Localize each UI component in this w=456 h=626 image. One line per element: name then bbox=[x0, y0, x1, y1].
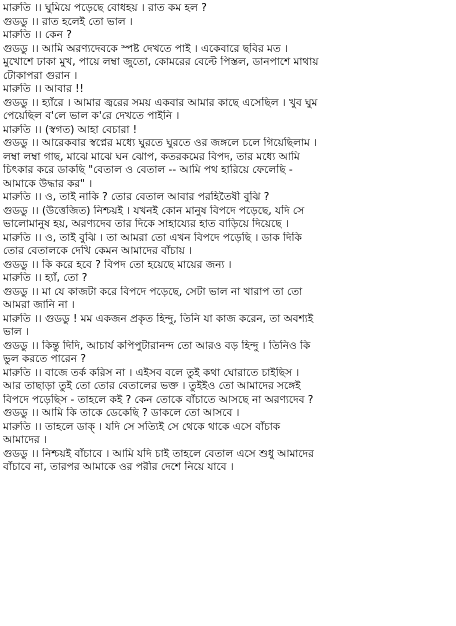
text-line-16: গুডডু ।। (উত্তেজিত) নিশ্চয়ই । যখনই কোন মানুষ বিপদে পড়েছে, যদি সে bbox=[3, 204, 305, 217]
text-line-25: ভাল । bbox=[3, 326, 29, 338]
text-line-28: মারুতি ।। বাজে তর্ক করিস না । এইসব বলে তুই কথা ঘোরাতে চাইছিস । bbox=[3, 366, 300, 379]
text-line-31: গুডডু ।। আমি কি তাকে ডেকেছি ? ডাকলে তো আসবে । bbox=[3, 407, 240, 419]
text-line-35: বাঁচাবে না, তারপর আমাকে ওর পরীর দেশে নিয়ে যাবে । bbox=[3, 461, 234, 473]
text-line-23: আমরা জানি না । bbox=[3, 299, 75, 311]
text-line-32: মারুতি ।। তাহলে ডাক্ । যদি সে সত্যিই সে থেকে থাকে এসে বাঁচাক bbox=[3, 420, 281, 433]
text-line-17: ভালোমানুষ হয়, অরণ্যদেব তার দিকে সাহায্যের হাত বাড়িয়ে দিয়েছে । bbox=[3, 218, 289, 230]
text-line-10: মারুতি ।। (স্বগত) আহা বেচারা ! bbox=[3, 123, 138, 136]
text-line-22: গুডডু ।। মা যে কাজটা করে বিপদে পড়েছে, সেটা ভাল না খারাপ তা তো bbox=[3, 285, 303, 298]
text-line-4: গুডডু ।। আমি অরণ্যদেবকে স্পষ্ট দেখতে পাই । একেবারে ছবির মত । bbox=[3, 42, 288, 55]
text-line-8: গুডডু ।। হ্যাঁরে । আমার জ্বরের সময় একবার আমার কাছে এসেছিল । খুব ঘুম bbox=[3, 96, 318, 109]
text-line-13: চিৎকার করে ডাকছি "বেতাল ও বেতাল -- আমি পথ হারিয়ে ফেলেছি - bbox=[3, 164, 293, 176]
text-line-3: মারুতি ।। কেন ? bbox=[3, 29, 72, 41]
text-line-24: মারুতি ।। গুডডু ! মম একজন প্রকৃত হিন্দু, তিনি যা কাজ করেন, তা অবশ্যই bbox=[3, 312, 314, 325]
text-line-5: মুখোশে ঢাকা মুখ, পায়ে লম্বা জুতো, কোমরের বেল্টে পিস্তল, ডানপাশে মাথায় bbox=[3, 56, 319, 68]
text-line-30: বিপদে পড়েছিস - তাহলে কই ? কেন তোকে বাঁচাতে আসছে না অরণ্যদেব ? bbox=[3, 393, 314, 406]
text-line-12: লম্বা লম্বা গাছ, মাঝে মাঝে ঘন ঝোপ, কতরকমের বিপদ, তার মধ্যে আমি bbox=[3, 150, 300, 163]
text-line-11: গুডডু ।। আরেকবার স্বপ্নের মধ্যে ঘুরতে ঘুরতে ওর জঙ্গলে চলে গিয়েছিলাম । bbox=[3, 137, 317, 149]
text-line-6: টোকাপরা গুরান । bbox=[3, 69, 78, 82]
text-line-7: মারুতি ।। আবার !! bbox=[3, 83, 84, 95]
text-line-18: মারুতি ।। ও, তাই বুঝি । তা আমরা তো এখন বিপদে পড়েছি । ডাক দিকি bbox=[3, 231, 302, 244]
text-line-19: তোর বেতালকে দেখি কেমন আমাদের বাঁচায় । bbox=[3, 245, 192, 257]
text-line-20: গুডডু ।। কি করে হবে ? বিপদ তো হয়েছে মায়ের জন্য । bbox=[3, 258, 232, 271]
text-line-15: মারুতি ।। ও, তাই নাকি ? তোর বেতাল আবার পরহিতৈষী বুঝি ? bbox=[3, 191, 270, 203]
text-line-9: পেয়েছিল ব'লে ভাল ক'রে দেখতে পাইনি । bbox=[3, 110, 180, 122]
text-line-29: আর তাছাড়া তুই তো তোর বেতালের ভক্ত । তুইইও তো আমাদের সঙ্গেই bbox=[3, 380, 301, 392]
text-line-26: গুডডু ।। কিন্তু দিদি, আচার্য কপিপুটারানন্দ তো আরও বড় হিন্দু । তিনিও কি bbox=[3, 339, 311, 352]
text-line-21: মারুতি ।। হ্যাঁ, তো ? bbox=[3, 272, 88, 284]
text-line-1: মারুতি ।। ঘুমিয়ে পড়েছে বোধহয় । রাত কম হল ? bbox=[3, 2, 207, 14]
text-line-2: গুডডু ।। রাত হলেই তো ভাল । bbox=[3, 15, 133, 28]
text-line-27: ভুল করতে পারেন ? bbox=[3, 353, 86, 365]
text-line-14: আমাকে উদ্ধার কর" । bbox=[3, 177, 93, 190]
text-line-33: আমাদের । bbox=[3, 434, 47, 446]
text-line-34: গুডডু ।। নিশ্চয়ই বাঁচাবে । আমি যদি চাই তাহলে বেতাল এসে শুধু আমাদের bbox=[3, 447, 314, 460]
